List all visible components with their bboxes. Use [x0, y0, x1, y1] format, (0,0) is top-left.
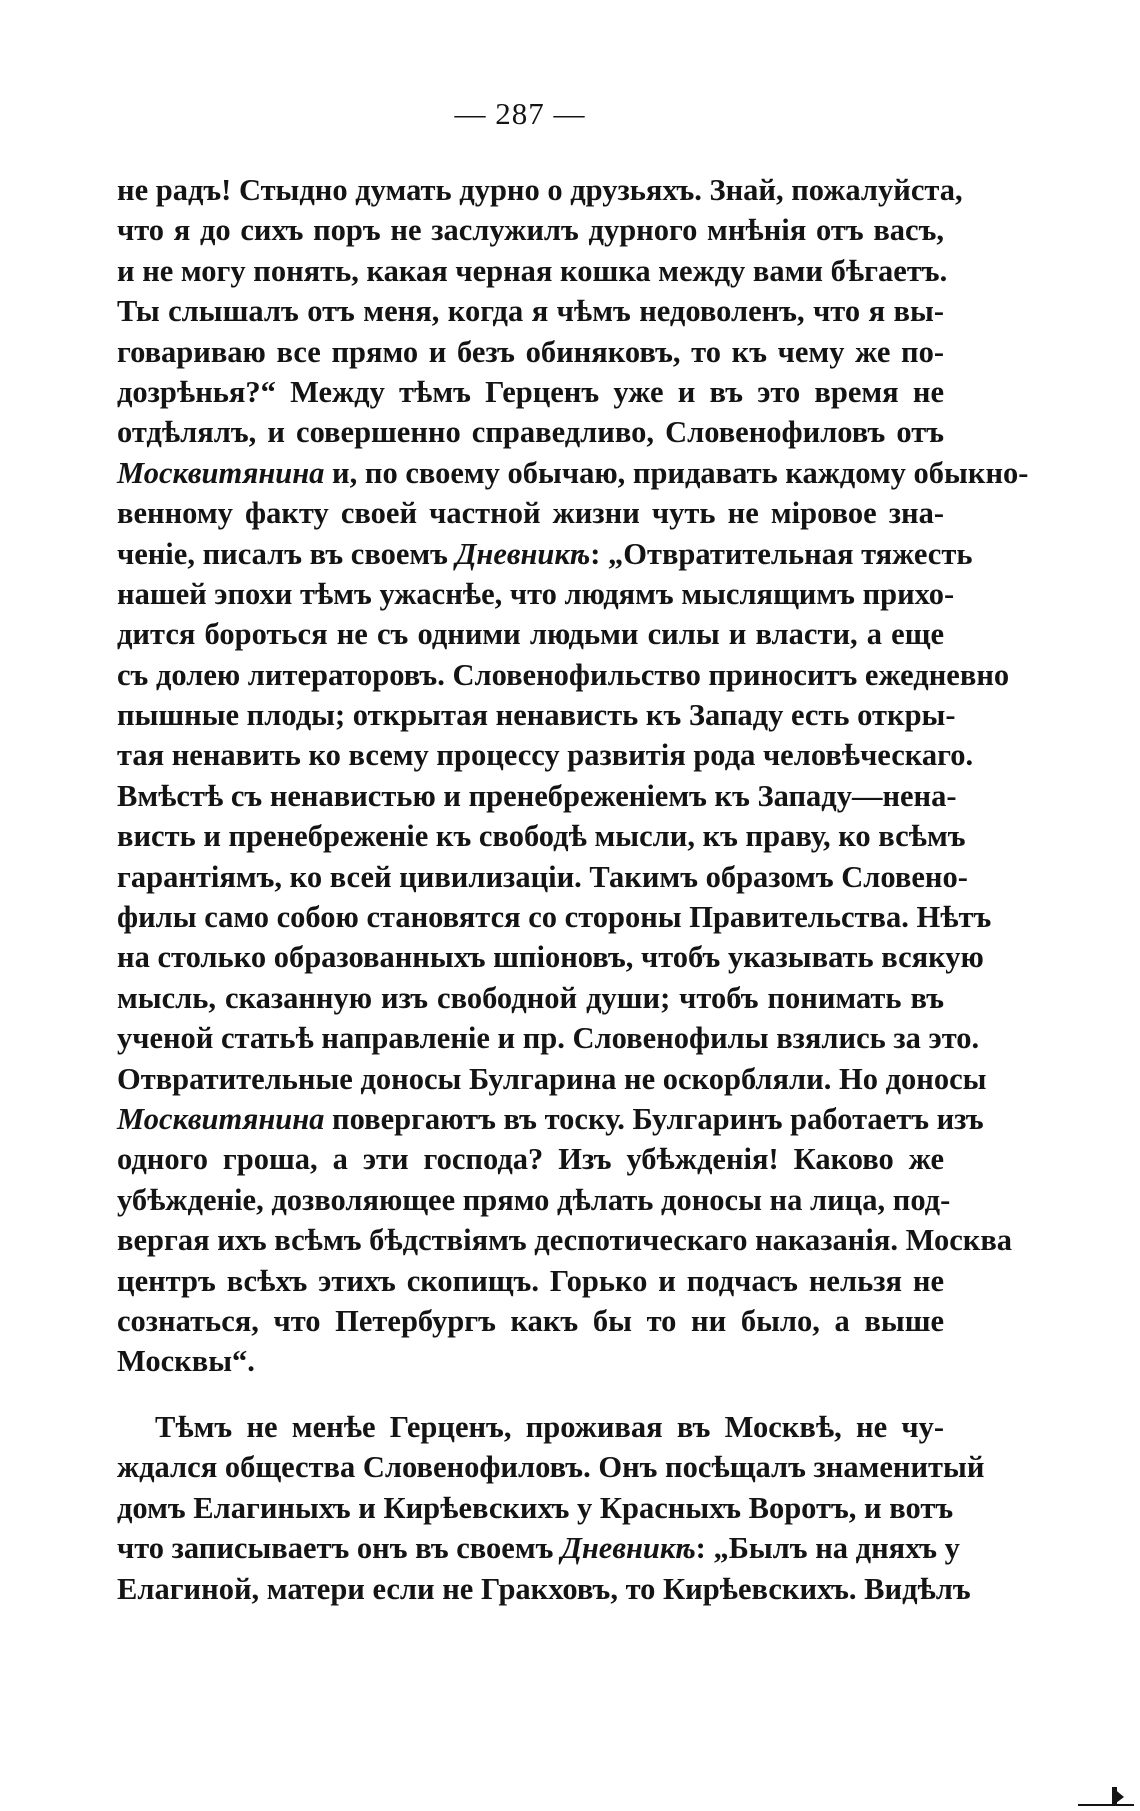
text-line: [117, 574, 955, 614]
text-line: [117, 937, 984, 977]
text-segment: съ долею литераторовъ. Словенофильство приноситъ ежедневно: [117, 657, 1010, 692]
text-line: [117, 1059, 987, 1099]
text-line: [117, 251, 948, 291]
text-segment: ченіе, писалъ въ своемъ: [117, 536, 456, 571]
text-segment: и не могу понять, какая черная кошка между вами бѣгаетъ.: [117, 253, 948, 288]
text-line: [117, 978, 944, 1018]
text-segment: дится бороться не съ одними людьми силы и власти, а еще: [117, 617, 944, 652]
text-line: [117, 332, 944, 372]
text-segment: мысль, сказанную изъ свободной души; чтобъ понимать въ: [117, 980, 944, 1015]
text-segment: повергаютъ въ тоску. Булгаринъ работаетъ изъ: [324, 1101, 984, 1136]
text-line: [117, 1301, 944, 1341]
text-segment: убѣжденіе, дозволяющее прямо дѣлать доносы на лица, под-: [117, 1182, 951, 1217]
text-segment: Тѣмъ не менѣе Герценъ, проживая въ Москвѣ, не чу-: [155, 1410, 944, 1444]
paragraph-2: [117, 1407, 985, 1609]
text-segment: что я до сихъ поръ не заслужилъ дурного мнѣнія отъ васъ,: [117, 213, 944, 248]
text-line: [117, 1341, 944, 1381]
text-line: [117, 735, 974, 775]
text-line: [117, 776, 957, 816]
paragraph-1: [117, 170, 1029, 1382]
italic-title: Москвитянина: [117, 455, 325, 490]
text-line: [117, 493, 944, 533]
text-line: [117, 1447, 985, 1487]
text-segment: Елагиной, матери если не Гракховъ, то Кирѣевскихъ. Видѣлъ: [117, 1571, 971, 1606]
text-line: [117, 1261, 944, 1301]
text-line: [117, 695, 956, 735]
text-line: [117, 412, 944, 452]
text-line: [117, 1407, 944, 1447]
text-line: [117, 1018, 980, 1058]
text-segment: одного гроша, а эти господа? Изъ убѣжденія! Каково же: [117, 1142, 944, 1177]
text-segment: отдѣлялъ, и совершенно справедливо, Словенофиловъ отъ: [117, 415, 944, 450]
text-segment: : „Отвратительная тяжесть: [590, 536, 973, 571]
text-segment: нашей эпохи тѣмъ ужаснѣе, что людямъ мыслящимъ прихо-: [117, 576, 955, 611]
text-segment: венному факту своей частной жизни чуть не мiровое зна-: [117, 496, 944, 531]
text-line: [117, 1528, 960, 1568]
text-segment: на столько образованныхъ шпіоновъ, чтобъ указывать всякую: [117, 940, 984, 975]
text-segment: дозрѣнья?“ Между тѣмъ Герценъ уже и въ это время не: [117, 374, 944, 409]
text-line: [117, 1220, 1013, 1260]
text-line: [117, 655, 1010, 695]
text-segment: говариваю все прямо и безъ обиняковъ, то къ чему же по-: [117, 334, 944, 369]
text-segment: висть и пренебреженіе къ свободѣ мысли, къ праву, ко всѣмъ: [117, 819, 966, 854]
text-segment: домъ Елагиныхъ и Кирѣевскихъ у Красныхъ Воротъ, и вотъ: [117, 1490, 954, 1525]
text-line: [117, 1139, 944, 1179]
text-segment: Москвы“.: [117, 1344, 255, 1379]
text-line: [117, 1488, 954, 1528]
text-segment: : „Былъ на дняхъ у: [695, 1531, 960, 1566]
text-segment: центръ всѣхъ этихъ скопищъ. Горько и подчасъ нельзя не: [117, 1263, 944, 1298]
text-segment: Вмѣстѣ съ ненавистью и пренебреженіемъ къ Западу—нена-: [117, 778, 957, 813]
text-segment: филы само собою становятся со стороны Правительства. Нѣтъ: [117, 900, 992, 935]
text-line: [117, 857, 968, 897]
text-segment: ждался общества Словенофиловъ. Онъ посѣщалъ знаменитый: [117, 1450, 985, 1485]
italic-title: Дневникѣ: [455, 536, 591, 571]
text-line: [117, 372, 944, 412]
italic-title: Дневникѣ: [561, 1531, 696, 1566]
text-segment: и, по своему обычаю, придавать каждому обыкно-: [324, 455, 1029, 490]
text-line: [117, 170, 963, 210]
page-corner-arrow-icon: [1078, 1787, 1134, 1809]
text-line: [117, 210, 944, 250]
text-line: [117, 534, 973, 574]
text-line: [117, 453, 1029, 493]
text-segment: Ты слышалъ отъ меня, когда я чѣмъ недоволенъ, что я вы-: [117, 294, 944, 329]
italic-title: Москвитянина: [117, 1101, 325, 1136]
text-segment: гарантіямъ, ко всей цивилизаціи. Такимъ образомъ Словено-: [117, 859, 968, 894]
text-line: [117, 897, 992, 937]
text-segment: что записываетъ онъ въ своемъ: [117, 1531, 562, 1566]
text-segment: сознаться, что Петербургъ какъ бы то ни было, а выше: [117, 1303, 944, 1338]
text-segment: пышные плоды; открытая ненависть къ Западу есть откры-: [117, 698, 956, 733]
text-line: [117, 1569, 971, 1609]
text-segment: Отвратительные доносы Булгарина не оскорбляли. Но доносы: [117, 1061, 987, 1096]
text-line: [117, 1180, 951, 1220]
text-segment: не радъ! Стыдно думать дурно о друзьяхъ. Знай, пожалуйста,: [117, 173, 963, 207]
text-line: [117, 291, 944, 331]
text-line: [117, 1099, 984, 1139]
text-segment: ученой статьѣ направленіе и пр. Словенофилы взялись за это.: [117, 1021, 980, 1056]
text-line: [117, 816, 966, 856]
text-segment: тая ненавить ко всему процессу развитія рода человѣческаго.: [117, 738, 974, 773]
text-line: [117, 614, 944, 654]
text-segment: вергая ихъ всѣмъ бѣдствіямъ деспотическаго наказанія. Москва: [117, 1223, 1013, 1258]
page-number: — 287 —: [454, 96, 586, 131]
